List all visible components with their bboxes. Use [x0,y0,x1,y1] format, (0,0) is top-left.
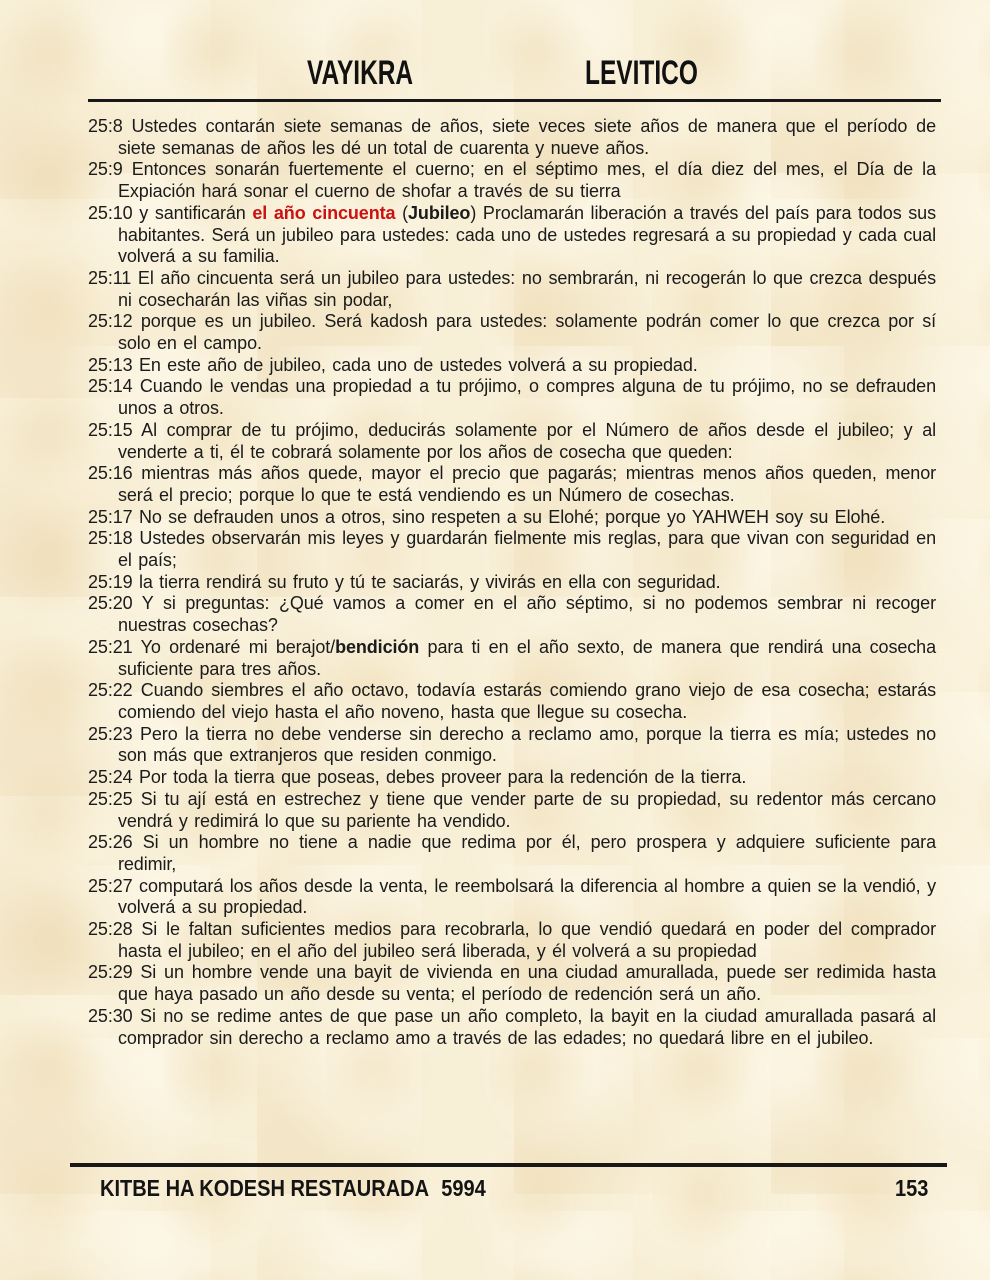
verse-number: 25:26 [88,832,143,853]
header-divider-rule [88,99,941,102]
verse-text: Si le faltan suficientes medios para recobrarla, lo que vendió quedará en poder del comprador hasta el jubileo; en el año del jubileo será liberada, y él volverá a su propiedad [118,919,936,961]
verse-number: 25:14 [88,376,140,397]
verse-text: porque es un jubileo. Será kadosh para ustedes: solamente podrán comer lo que crezca por sí solo en el campo. [118,311,936,354]
edition-title [100,1177,486,1200]
verse-25-30 [88,1006,936,1049]
verse-text: El año cincuenta será un jubileo para ustedes: no sembrarán, ni recogerán lo que crezca después ni cosecharán las viñas sin podar, [118,267,936,310]
verse-25-9 [88,159,936,202]
verse-text: Al comprar de tu prójimo, deducirás solamente por el Número de años desde el jubileo; y al venderte a ti, él te cobrará solamente por los años de cosecha que queden: [118,419,936,462]
verse-25-8 [88,116,936,159]
verse-text: Cuando le vendas una propiedad a tu prójimo, o compres alguna de tu prójimo, no se defrauden unos a otros. [118,376,936,419]
verse-text: para ti en el año sexto, de manera que rendirá una cosecha suficiente para tres años. [118,636,936,679]
verse-number: 25:17 [88,506,139,527]
verse-list [88,116,936,1049]
verse-25-27 [88,876,936,919]
verse-number: 25:15 [88,419,142,440]
verse-number: 25:24 [88,767,139,788]
verse-number: 25:28 [88,919,142,940]
verse-number: 25:16 [88,463,142,484]
verse-number: 25:21 [88,636,141,657]
verse-25-29 [88,962,936,1005]
verse-text: Yo ordenaré mi berajot/ [140,636,336,657]
verse-25-26 [88,832,936,875]
verse-text: En este año de jubileo, cada uno de ustedes volverá a su propiedad. [138,354,698,375]
verse-number: 25:8 [88,116,132,136]
verse-text: Si un hombre no tiene a nadie que redima por él, pero prospera y adquiere suficiente para redimir, [118,832,936,874]
verse-25-21 [88,637,936,680]
page-header [0,56,990,100]
spanish-book-title: LEVITICO [585,54,698,92]
verse-25-16 [88,463,936,506]
footer-divider-rule [70,1163,947,1167]
edition-year: 5994 [441,1175,486,1201]
verse-25-12 [88,311,936,354]
verse-text: Si tu ají está en estrechez y tiene que vender parte de su propiedad, su redentor más cercano vendrá y redimirá lo que su pariente ha vendido. [118,788,937,831]
verse-25-24 [88,767,936,789]
verse-text: Pero la tierra no debe venderse sin derecho a reclamo amo, porque la tierra es mía; ustedes no son más que extranjeros que residen conmigo. [118,723,936,766]
verse-25-22 [88,680,936,723]
highlighted-phrase: el año cincuenta [252,202,396,223]
verse-number: 25:23 [88,723,140,744]
bold-phrase: Jubileo [408,202,471,223]
verse-25-23 [88,724,936,767]
verse-25-14 [88,376,936,419]
verse-number: 25:19 [88,571,139,592]
verse-text: Si un hombre vende una bayit de vivienda en una ciudad amurallada, puede ser redimida hasta que haya pasado un año desde su venta; el período de redención será un año. [118,962,937,1005]
verse-text: Y si preguntas: ¿Qué vamos a comer en el año séptimo, si no podemos sembrar ni recoger nuestras cosechas? [118,593,936,636]
verse-25-25 [88,789,936,832]
edition-title-text: KITBE HA KODESH RESTAURADA [100,1175,430,1201]
verse-number: 25:18 [88,528,140,549]
verse-text: y santificarán [139,202,253,223]
verse-text: No se defrauden unos a otros, sino respeten a su Elohé; porque yo YAHWEH soy su Elohé. [138,506,886,527]
verse-number: 25:25 [88,788,141,809]
bold-phrase: bendición [335,636,420,657]
verse-number: 25:10 [88,202,140,223]
verse-25-10 [88,203,936,268]
verse-number: 25:13 [88,354,139,375]
verse-number: 25:20 [88,593,142,614]
verse-text: Ustedes observarán mis leyes y guardarán fielmente mis reglas, para que vivan con seguridad en el país; [118,528,936,571]
page-number: 153 [894,1175,928,1201]
verse-number: 25:11 [88,267,138,288]
hebrew-book-title: VAYIKRA [307,54,414,92]
verse-text: ( [395,202,409,223]
verse-25-20 [88,593,936,636]
footer-row [100,1177,928,1200]
verse-number: 25:29 [88,962,141,983]
verse-25-15 [88,420,936,463]
verse-text: Cuando siembres el año octavo, todavía estarás comiendo grano viejo de esa cosecha; estarás comiendo del viejo hasta el año noveno, hasta que llegue su cosecha. [118,680,936,722]
verse-25-18 [88,528,936,571]
verse-25-28 [88,919,936,962]
verse-25-17 [88,507,936,529]
verse-number: 25:27 [88,875,140,896]
verse-text: Si no se redime antes de que pase un año completo, la bayit en la ciudad amurallada pasará al comprador sin derecho a reclamo amo a través de las edades; no quedará libre en el jubileo. [118,1005,936,1048]
verse-number: 25:30 [88,1005,141,1026]
verse-text: ) Proclamarán liberación a través del país para todos sus habitantes. Será un jubileo para ustedes: cada uno de ustedes regresará a su propiedad y cada cual volverá a su familia. [118,202,936,267]
verse-text: Ustedes contarán siete semanas de años, siete veces siete años de manera que el período de siete semanas de años les dé un total de cuarenta y nueve años. [118,116,936,158]
verse-25-19 [88,572,936,594]
verse-text: la tierra rendirá su fruto y tú te saciarás, y vivirás en ella con seguridad. [138,571,721,592]
verse-text: Entonces sonarán fuertemente el cuerno; en el séptimo mes, el día diez del mes, el Día de la Expiación hará sonar el cuerno de shofar a través de su tierra [118,159,936,202]
verse-number: 25:22 [88,680,141,701]
verse-number: 25:12 [88,311,141,332]
verse-text: computará los años desde la venta, le reembolsará la diferencia al hombre a quien se la vendió, y volverá a su propiedad. [118,875,936,918]
verse-number: 25:9 [88,159,132,180]
verse-25-11 [88,268,936,311]
verse-text: Por toda la tierra que poseas, debes proveer para la redención de la tierra. [138,767,747,788]
verse-text: mientras más años quede, mayor el precio que pagarás; mientras menos años queden, menor será el precio; porque lo que te está vendiendo es un Número de cosechas. [118,463,936,505]
verse-25-13 [88,355,936,377]
